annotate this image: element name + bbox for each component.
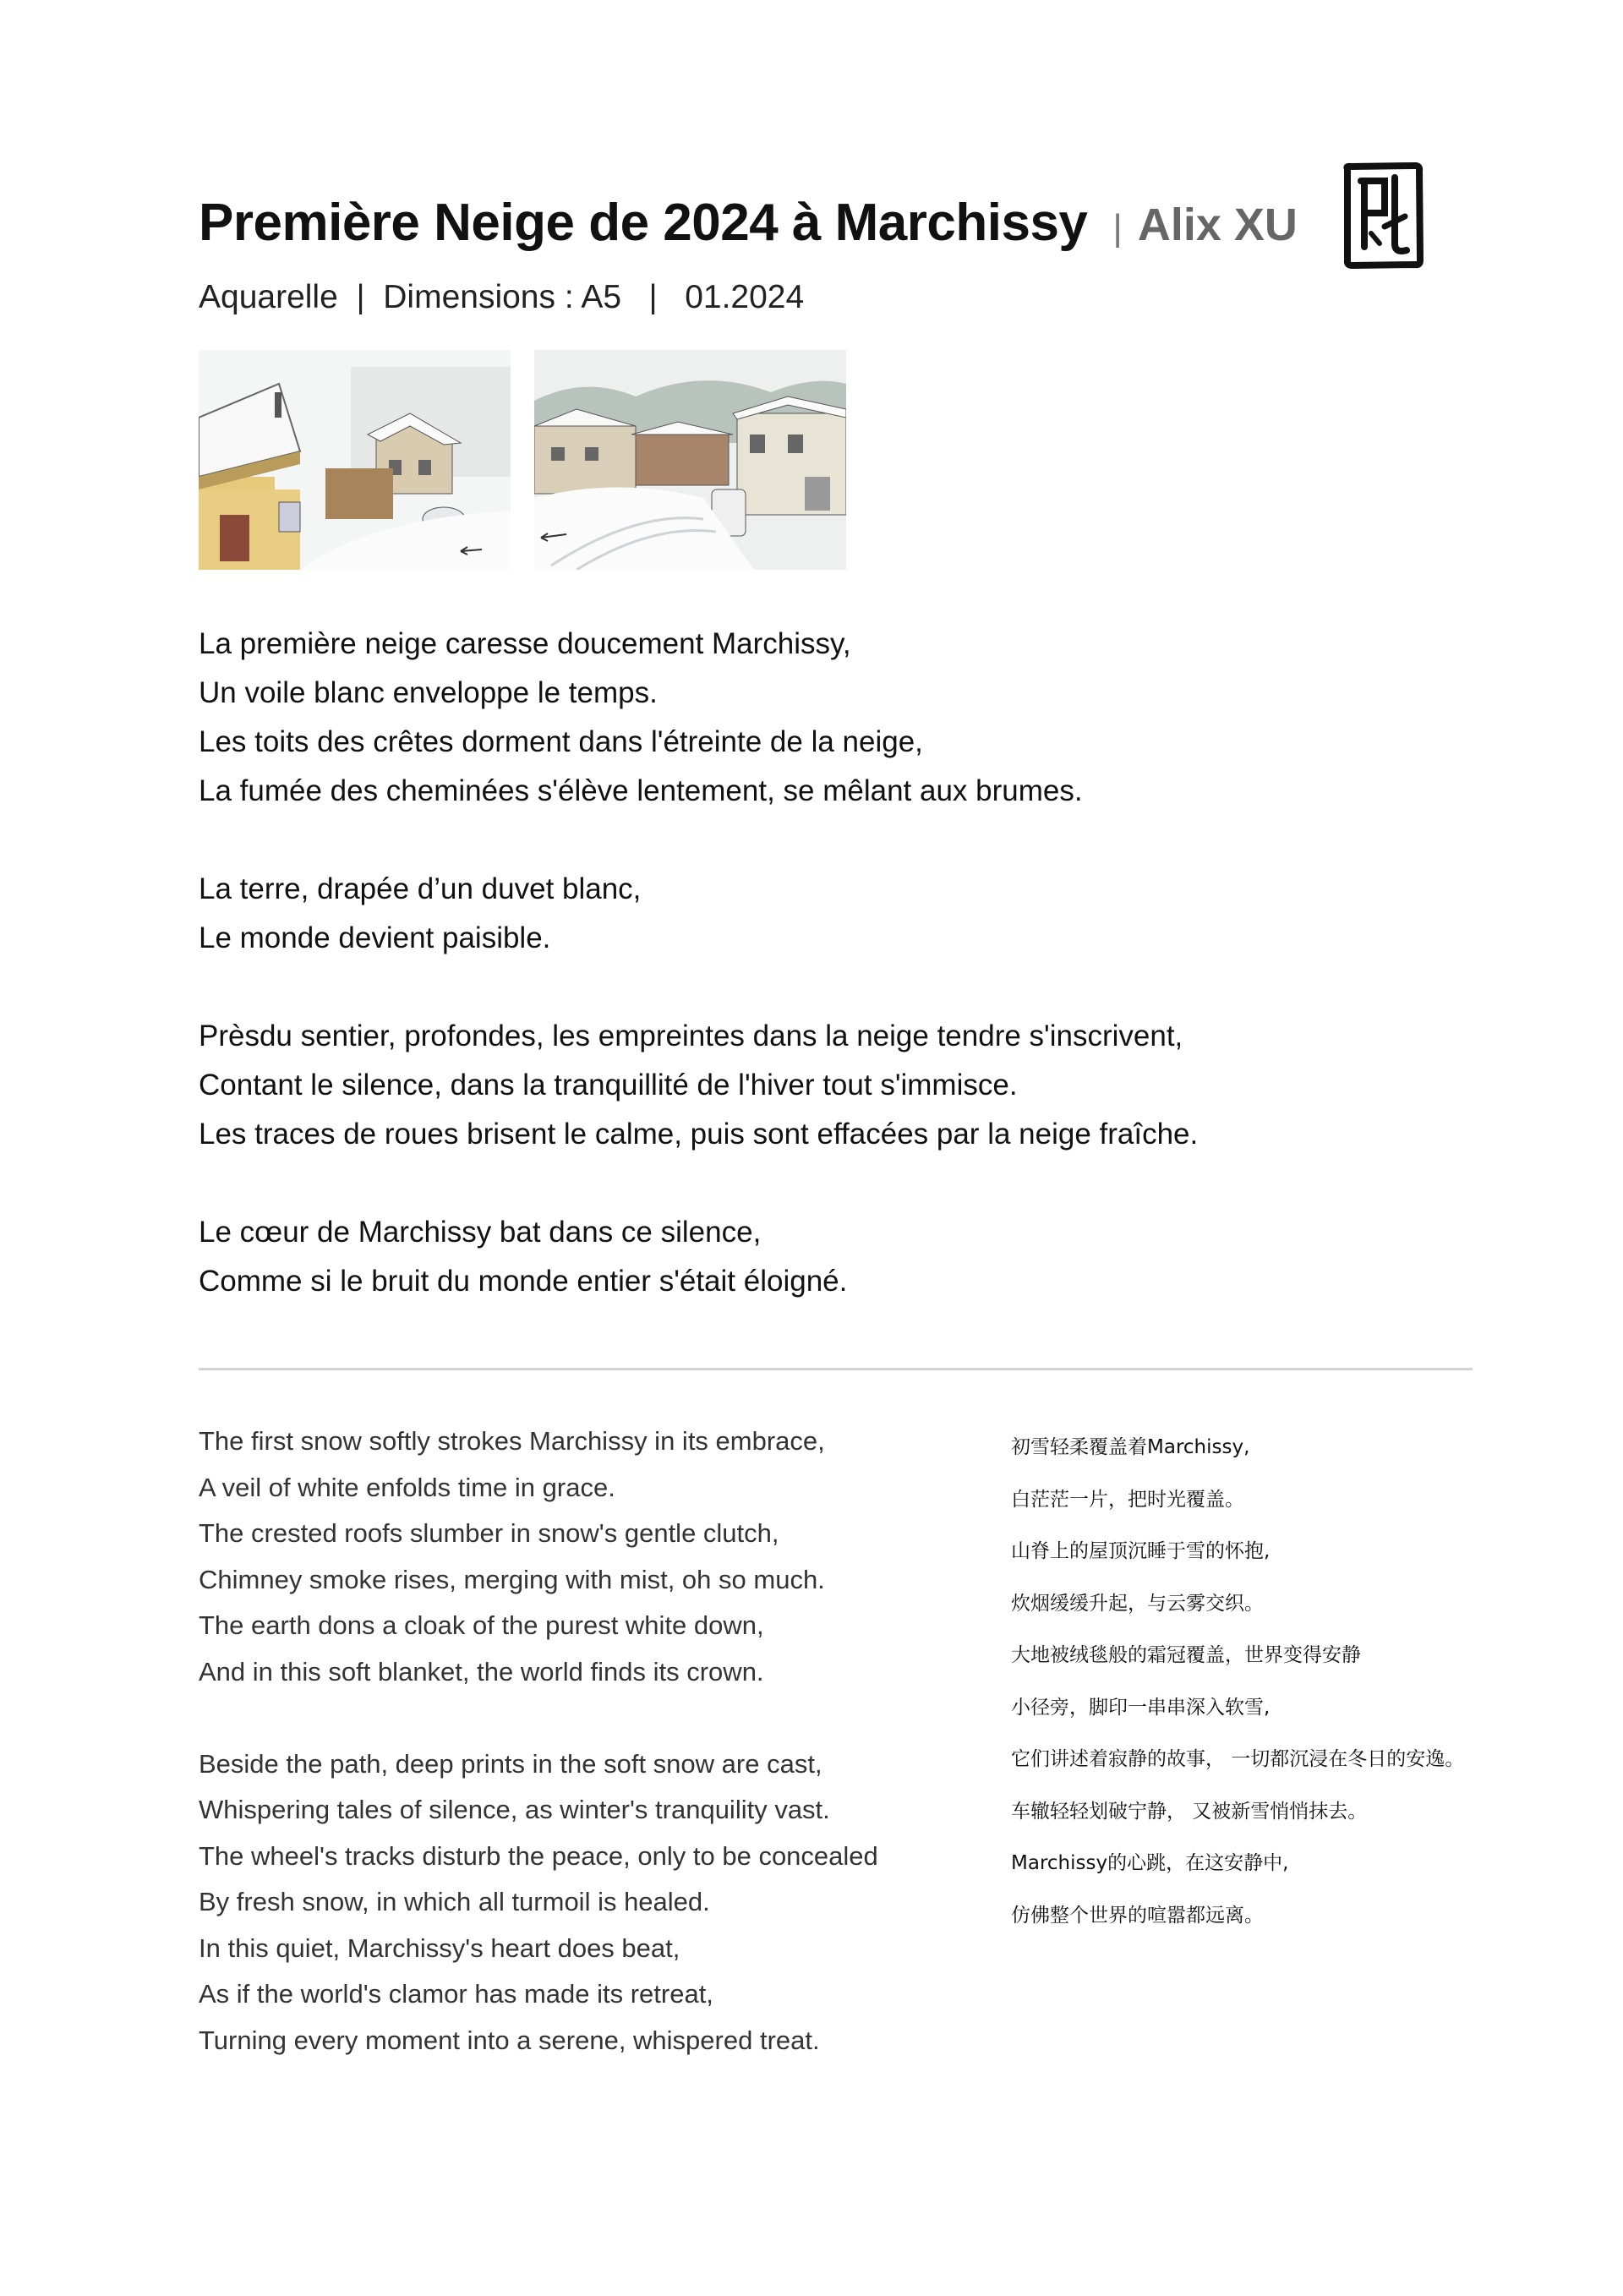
poem-line: Le cœur de Marchissy bat dans ce silence, — [199, 1216, 762, 1249]
poem-line — [199, 1695, 878, 1741]
poem-french — [199, 620, 1198, 1306]
poem-line: Les traces de roues brisent le calme, puis sont effacées par la neige fraîche. — [199, 1118, 1199, 1151]
poem-line: Whispering tales of silence, as winter's tranquility vast. — [199, 1795, 830, 1824]
poem-line: 仿佛整个世界的喧嚣都远离。 — [1011, 1904, 1264, 1927]
poem-line: Contant le silence, dans la tranquillité de l'hiver tout s'immisce. — [199, 1069, 1018, 1102]
poem-line: Comme si le bruit du monde entier s'était éloigné. — [199, 1265, 848, 1298]
poem-line: 初雪轻柔覆盖着Marchissy, — [1011, 1436, 1250, 1458]
poem-line: The earth dons a cloak of the purest white down, — [199, 1610, 764, 1640]
poem-line: A veil of white enfolds time in grace. — [199, 1472, 615, 1502]
watercolor-snowy-village-house-image — [199, 350, 511, 570]
poem-line: 山脊上的屋顶沉睡于雪的怀抱, — [1011, 1540, 1271, 1562]
poem-line: By fresh snow, in which all turmoil is healed. — [199, 1887, 710, 1916]
poem-chinese — [1011, 1422, 1464, 1942]
poem-line: 小径旁，脚印一串串深入软雪, — [1011, 1696, 1271, 1719]
section-divider — [199, 1368, 1473, 1370]
poem-line: Prèsdu sentier, profondes, les empreintes dans la neige tendre s'inscrivent, — [199, 1020, 1183, 1052]
poem-line: The crested roofs slumber in snow's gentle clutch, — [199, 1518, 779, 1548]
poem-line: La fumée des cheminées s'élève lentement, se mêlant aux brumes. — [199, 774, 1083, 807]
poem-line: La terre, drapée d’un duvet blanc, — [199, 872, 642, 905]
poem-line: 炊烟缓缓升起，与云雾交织。 — [1011, 1592, 1264, 1615]
author-name: Alix XU — [1137, 200, 1298, 250]
poem-line: Le monde devient paisible. — [199, 921, 551, 954]
poem-line: In this quiet, Marchissy's heart does beat, — [199, 1932, 680, 1963]
poem-english — [199, 1419, 878, 2064]
artwork-details: Aquarelle | Dimensions : A5 | 01.2024 — [199, 279, 805, 315]
poem-line: La première neige caresse doucement Marchissy, — [199, 627, 851, 660]
poem-line: Marchissy的心跳，在这安静中, — [1011, 1852, 1289, 1874]
watercolor-snowy-street-image — [534, 350, 846, 570]
title-row — [199, 193, 1298, 253]
title-separator: | — [1112, 207, 1123, 249]
poem-line: The first snow softly strokes Marchissy in its embrace, — [199, 1426, 825, 1456]
poem-line: 车辙轻轻划破宁静， 又被新雪悄悄抹去。 — [1011, 1800, 1368, 1823]
poem-line: The wheel's tracks disturb the peace, only to be concealed — [199, 1840, 878, 1871]
poem-line — [199, 816, 1198, 865]
poem-line: Turning every moment into a serene, whispered treat. — [199, 2025, 820, 2055]
poem-line: 大地被绒毯般的霜冠覆盖，世界变得安静 — [1011, 1644, 1361, 1666]
poem-line: Chimney smoke rises, merging with mist, oh so much. — [199, 1564, 825, 1594]
seal-stamp-icon — [1342, 162, 1424, 269]
poem-line: Un voile blanc enveloppe le temps. — [199, 676, 658, 709]
poem-line: And in this soft blanket, the world finds its crown. — [199, 1656, 764, 1686]
poem-line: 它们讲述着寂静的故事， 一切都沉浸在冬日的安逸。 — [1011, 1748, 1465, 1770]
poem-line — [199, 1159, 1198, 1208]
poem-line: As if the world's clamor has made its retreat, — [199, 1979, 713, 2009]
poem-line: 白茫茫一片，把时光覆盖。 — [1011, 1488, 1244, 1511]
poem-line: Beside the path, deep prints in the soft snow are cast, — [199, 1748, 822, 1779]
poem-line: Les toits des crêtes dorment dans l'étreinte de la neige, — [199, 725, 923, 758]
page-title: Première Neige de 2024 à Marchissy — [199, 194, 1088, 252]
poem-line — [199, 963, 1198, 1012]
